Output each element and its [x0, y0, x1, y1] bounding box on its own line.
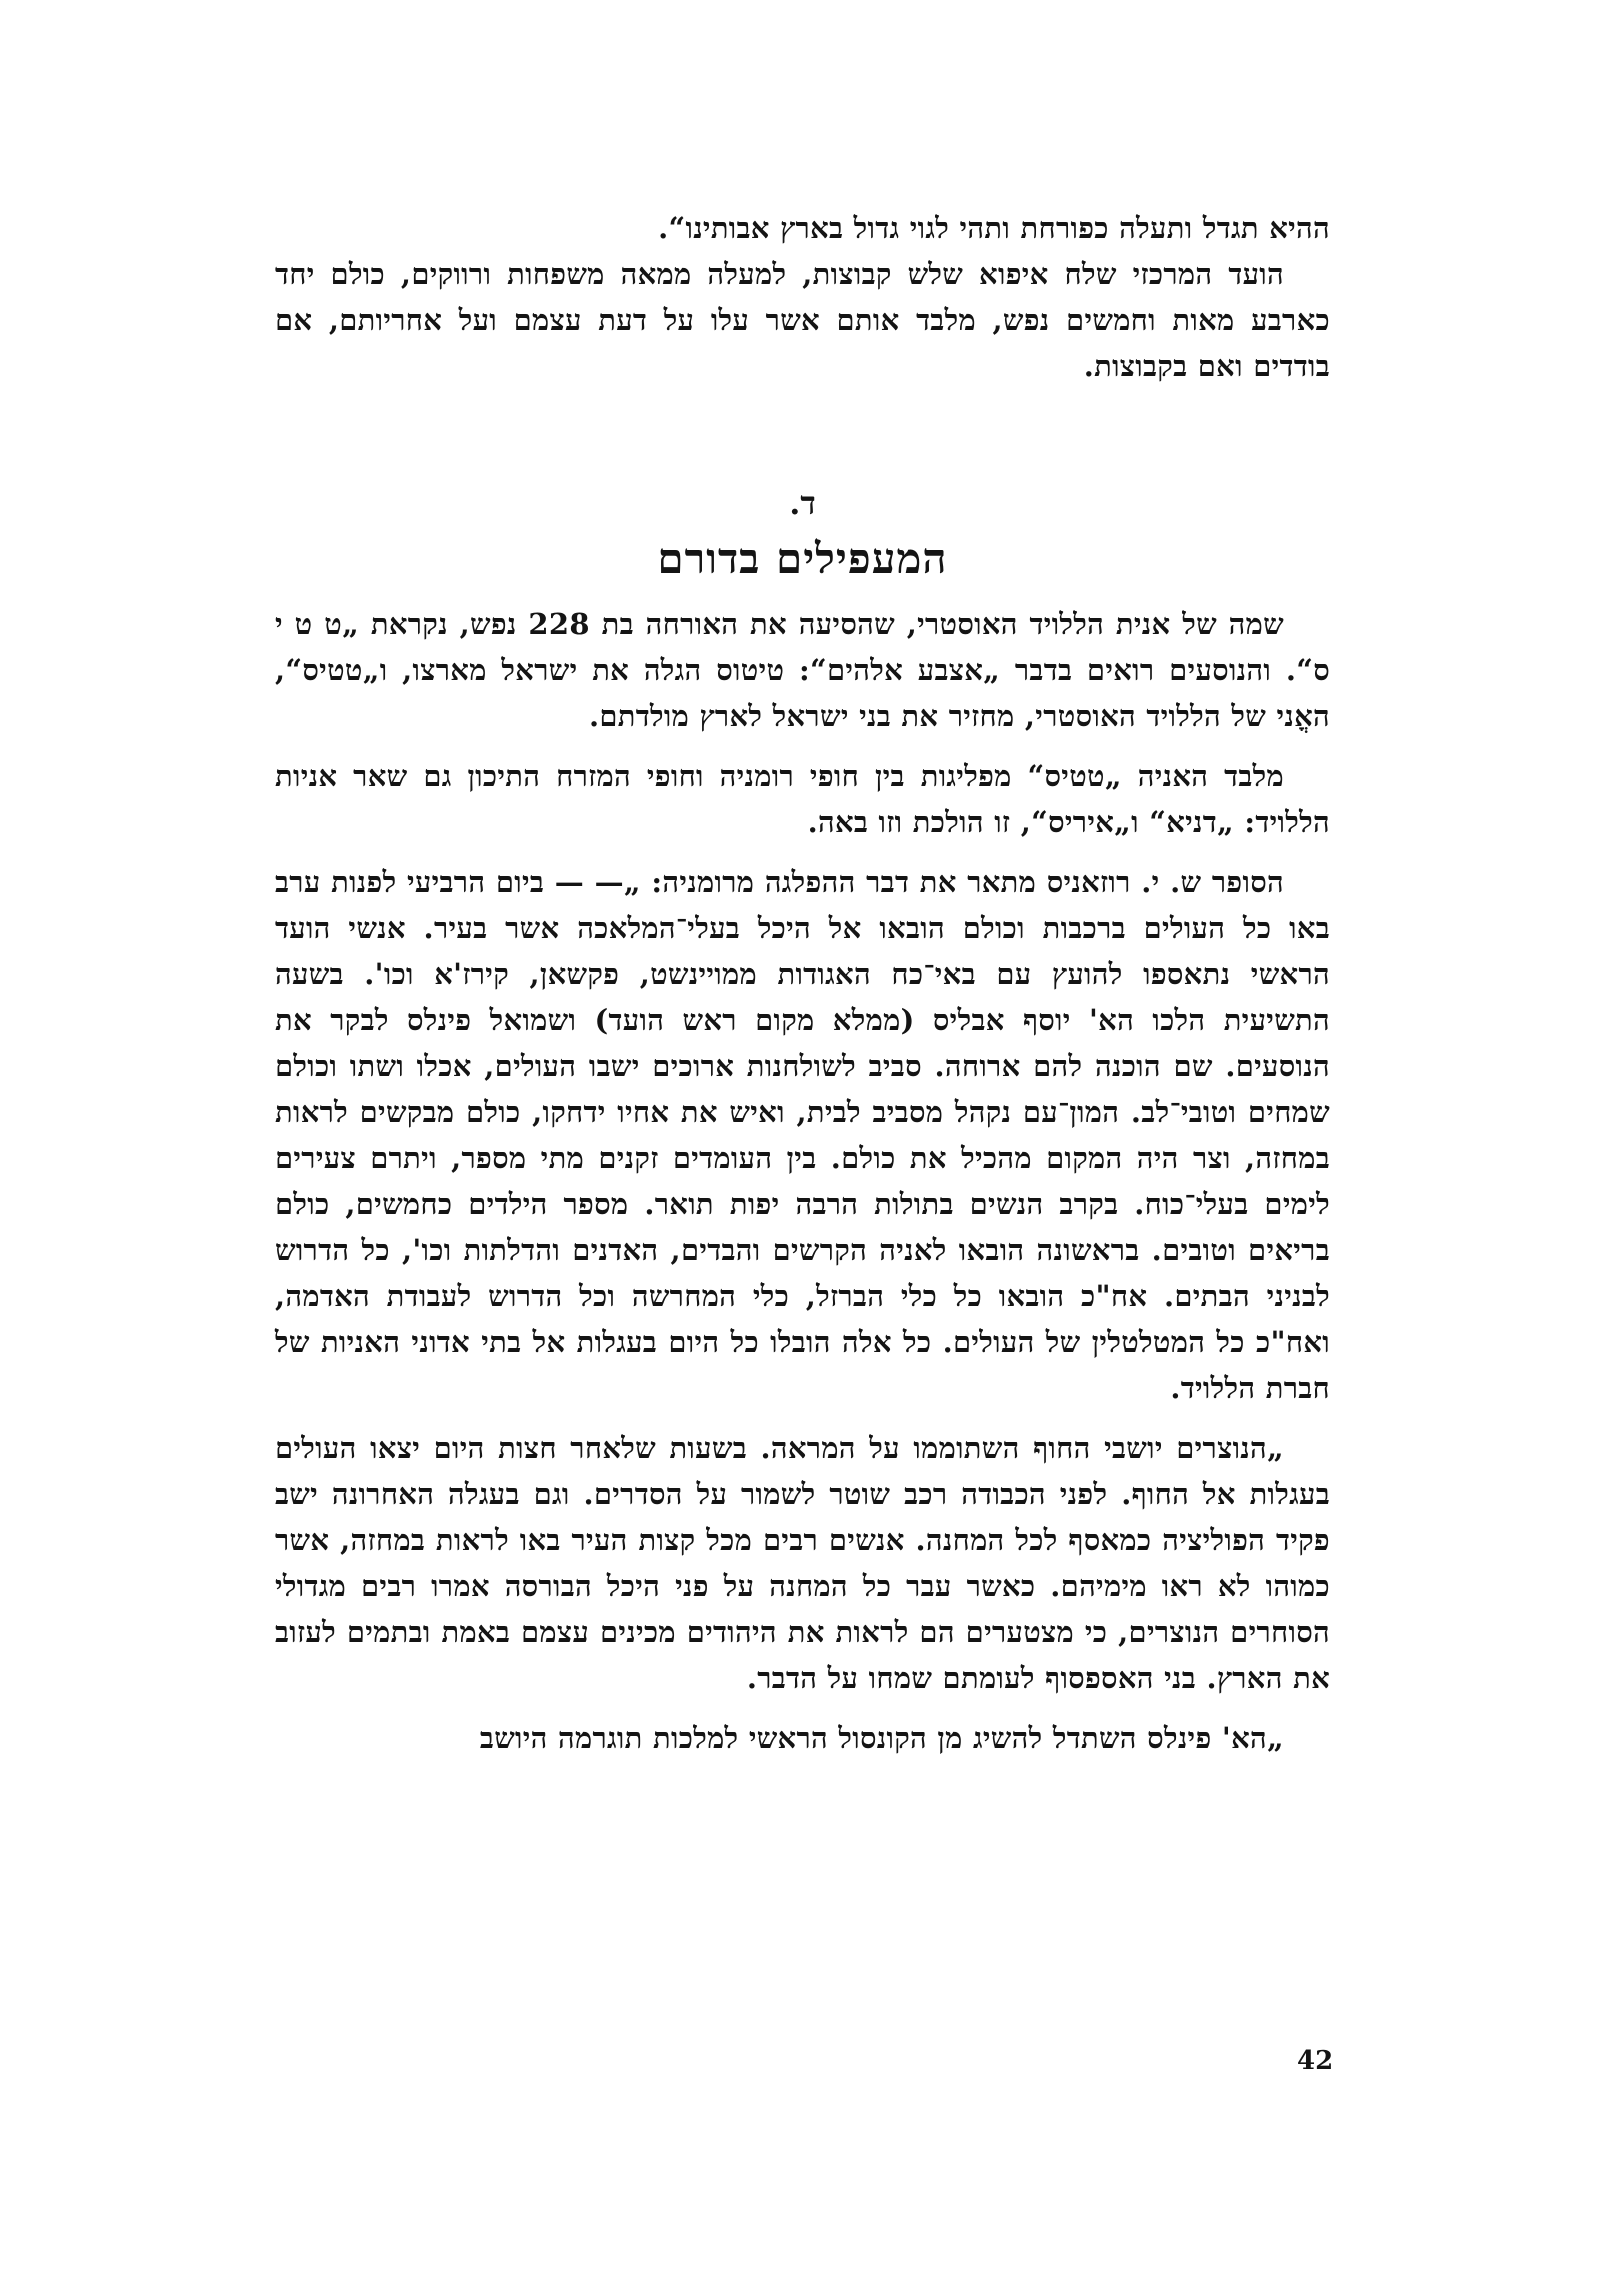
paragraph-christians: „הנוצרים יושבי החוף השתוממו על המראה. בשעות שלאחר חצות היום יצאו העולים בעגלות אל החוף. לפני הכבודה רכב שוטר לשמור על הסדרים. וגם בעגלה האחרונה ישב פקיד הפוליציה כמאסף לכל המחנה. אנשים רבים מכל קצות העיר באו לראות במחזה, אשר כמוהו לא ראו מימיהם. כאשר עבר כל המחנה על פני היכל הבורסה אמרו רבים מגדולי הסוחרים הנוצרים, כי מצטערים הם לראות את היהודים מכינים עצמם באמת ובתמים לעזוב את הארץ. בני האספסוף לעומתם שמחו על הדבר.	[275, 1431, 1330, 1695]
book-page	[275, 205, 1330, 2105]
paragraph-gap	[275, 1701, 1330, 1715]
intro-paragraph: הועד המרכזי שלח איפוא שלש קבוצות, למעלה ממאה משפחות ורווקים, כולם יחד כארבע מאות וחמשים נפש, מלבד אותם אשר עלו על דעת עצמם ועל אחריותם, אם בודדים ואם בקבוצות.	[275, 257, 1330, 383]
paragraph-pinles: „הא' פינלס השתדל להשיג מן הקונסול הראשי למלכות תוגרמה היושב	[479, 1721, 1284, 1755]
paragraph-rozanis: הסופר ש. י. רוזאניס מתאר את דבר ההפלגה מרומניה: „— — ביום הרביעי לפנות ערב באו כל העולים ברכבות וכולם הובאו אל היכל בעלי־המלאכה אשר בעיר. אנשי הועד הראשי נתאספו להועץ עם באי־כח האגודות ממויינשט, פקשאן, קירז'א וכו'. בשעה התשיעית הלכו הא' יוסף אבליס (ממלא מקום ראש הועד) ושמואל פינלס לבקר את הנוסעים. שם הוכנה להם ארוחה. סביב לשולחנות ארוכים ישבו העולים, אכלו ושתו וכולם שמחים וטובי־לב. המון־עם נקהל מסביב לבית, ואיש את אחיו ידחקו, כולם מבקשים לראות במחזה, וצר היה המקום מהכיל את כולם. בין העומדים זקנים מתי מספר, ויתרם צעירים לימים בעלי־כוח. בקרב הנשים בתולות הרבה יפות תואר. מספר הילדים כחמשים, כולם בריאים וטובים. בראשונה הובאו לאניה הקרשים והבדים, האדנים והדלתות וכו', כל הדרוש לבניני הבתים. אח"כ הובאו כל כלי הברזל, כלי המחרשה וכל הדרוש לעבודת האדמה, ואח"כ כל המטלטלין של העולים. כל אלה הובלו כל היום בעגלות אל בתי אדוני האניות של חברת הללויד.	[275, 865, 1330, 1405]
paragraph-gap	[275, 739, 1330, 753]
section-letter: ד.	[789, 484, 816, 522]
page-number: 42	[1297, 2046, 1334, 2076]
paragraph-titus: שמה של אנית הללויד האוסטרי, שהסיעה את האורחה בת 228 נפש, נקראת „ט ט י ס“. והנוסעים רואים בדבר „אצבע אלהים“: טיטוס הגלה את ישראל מארצו, ו„טטיס“, האֳני של הללויד האוסטרי, מחזיר את בני ישראל לארץ מולדתם.	[275, 607, 1330, 733]
section-title: המעפילים בדורם	[657, 534, 948, 583]
paragraph-ships: מלבד האניה „טטיס“ מפליגות בין חופי רומניה וחופי המזרח התיכון גם שאר אניות הללויד: „דניא“ ו„איריס“, זו הולכת וזו באה.	[275, 759, 1330, 839]
intro-line: ההיא תגדל ותעלה כפורחת ותהי לגוי גדול בארץ אבותינו“.	[658, 211, 1330, 245]
paragraph-gap	[275, 1411, 1330, 1425]
paragraph-gap	[275, 845, 1330, 859]
